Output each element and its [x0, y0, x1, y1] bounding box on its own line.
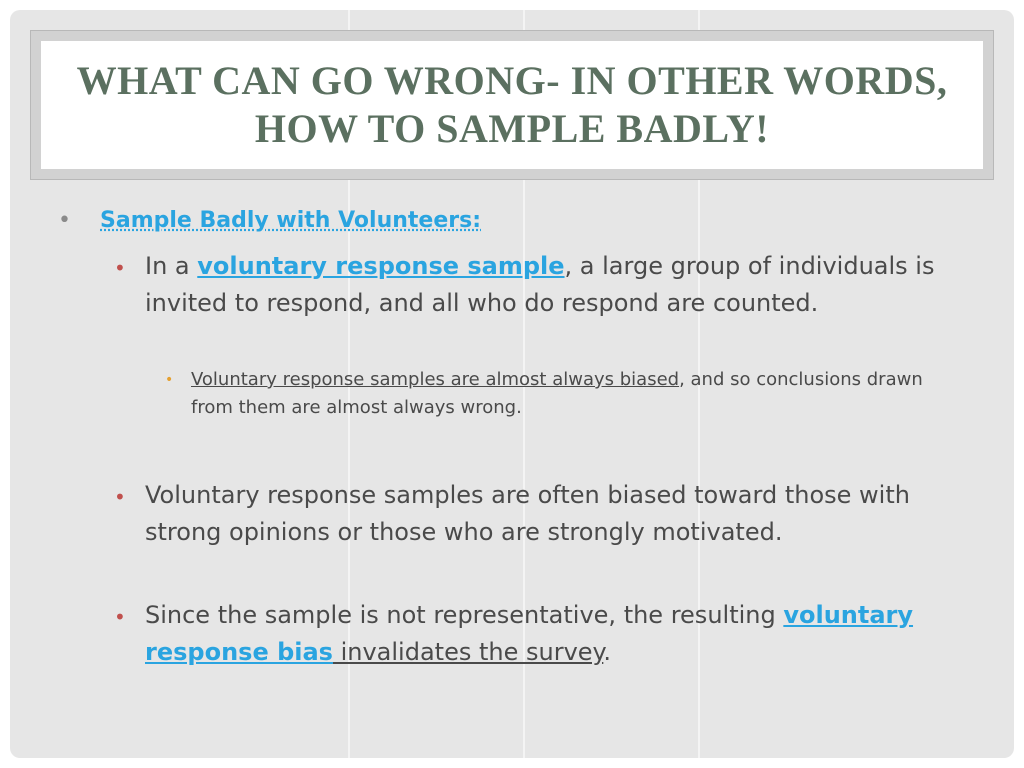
bullet-subitem-biased: Voluntary response samples are almost always biased, and so conclusions drawn from them are almost always wrong.: [191, 369, 923, 418]
slide-title: WHAT CAN GO WRONG- IN OTHER WORDS, HOW TO SAMPLE BADLY!: [76, 58, 948, 151]
bullet-icon: •: [165, 372, 174, 388]
bullet-icon: •: [114, 256, 126, 280]
bullet-item-strong-opinions: Voluntary response samples are often biased toward those with strong opinions or those who are strongly motivated.: [145, 481, 910, 546]
slide: [10, 10, 1014, 758]
title-box: [41, 41, 983, 169]
title-frame: [30, 30, 994, 180]
bullet-icon: •: [114, 605, 126, 629]
bullet-heading: Sample Badly with Volunteers:: [100, 208, 481, 233]
bullet-item-response-bias: Since the sample is not representative, the resulting voluntary response bias invalidates the survey.: [145, 601, 914, 666]
bullet-icon: •: [114, 485, 126, 509]
bullet-icon: •: [58, 208, 71, 233]
term-voluntary-response-sample: voluntary response sample: [197, 252, 565, 280]
biased-statement: Voluntary response samples are almost always biased: [191, 369, 680, 390]
bullet-item-voluntary-sample: In a voluntary response sample, a large group of individuals is invited to respond, and all who do respond are counted.: [145, 252, 935, 317]
term-voluntary-response-bias: voluntary response bias: [145, 601, 914, 666]
